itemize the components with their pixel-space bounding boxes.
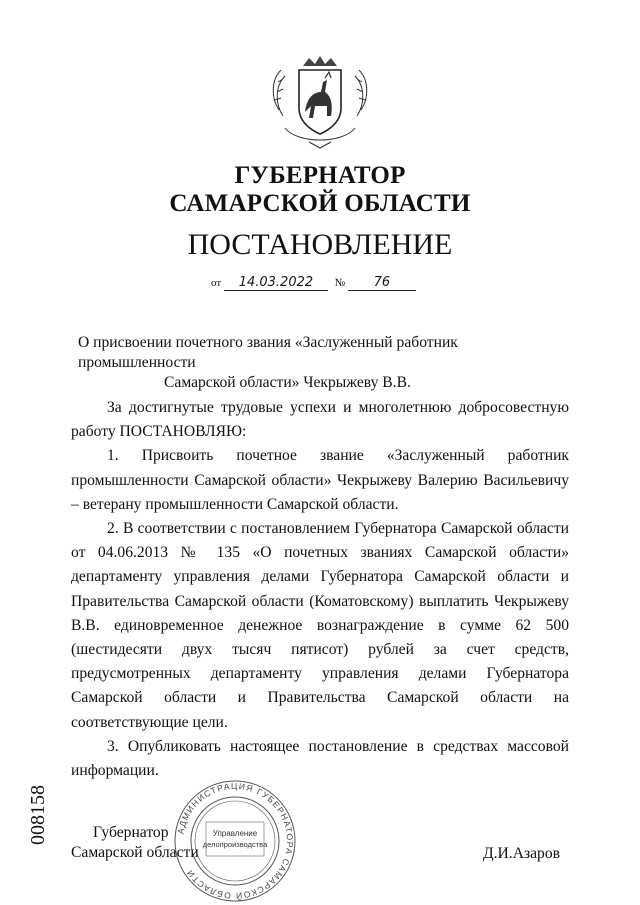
- document-type: ПОСТАНОВЛЕНИЕ: [187, 228, 453, 261]
- subject-line-1: О присвоении почетного звания «Заслуженный работник промышленности: [78, 334, 458, 371]
- document-body: [71, 396, 569, 783]
- date-prefix: от: [211, 277, 222, 289]
- signatory-name: Д.И.Азаров: [483, 845, 560, 862]
- registration-number: [22, 773, 52, 847]
- signatory-position-line-1: Губернатор: [93, 824, 169, 841]
- stamp-ring-text: АДМИНИСТРАЦИЯ ГУБЕРНАТОРА САМАРСКОЙ ОБЛАСТИ: [175, 780, 296, 902]
- handwritten-number: 76: [348, 276, 416, 291]
- item-3-paragraph: 3. Опубликовать настоящее постановление в средствах массовой информации.: [71, 737, 569, 780]
- item-2-paragraph: 2. В соответствии с постановлением Губернатора Самарской области от 04.06.2013 № 135 «О почетных званиях Самарской области» департаменту управления делами Губернатора Самарской области и Правительства Самарской области (Коматовскому) выплатить Чекрыжеву В.В. единовременное денежное вознаграждение в сумме 62 500 (шестидесяти двух тысяч пятисот) рублей за счет средств, предусмотренных департаменту управления делами Губернатора Самарской области и Правительства Самарской области на соответствующие цели.: [71, 520, 569, 731]
- issuer-title: ГУБЕРНАТОР: [234, 162, 406, 189]
- date-number-line: [211, 276, 416, 291]
- coat-of-arms-emblem: [265, 52, 375, 152]
- item-1-paragraph: 1. Присвоить почетное звание «Заслуженный работник промышленности Самарской области» Чекрыжеву Валерию Васильевичу – ветерану промышленности Самарской области.: [71, 447, 569, 513]
- number-prefix: №: [334, 277, 346, 289]
- registration-number-text: 008158: [27, 785, 49, 845]
- subject-line-2: Самарской области» Чекрыжеву В.В.: [164, 374, 411, 391]
- handwritten-date: 14.03.2022: [224, 276, 328, 291]
- signatory-position: [71, 823, 199, 863]
- stamp-inner-line-2: делопроизводства: [202, 840, 268, 849]
- signatory-position-line-2: Самарской области: [71, 844, 199, 861]
- issuer-region: САМАРСКОЙ ОБЛАСТИ: [169, 190, 471, 217]
- stamp-inner-line-1: Управление: [212, 829, 258, 838]
- document-subject: [78, 333, 578, 393]
- intro-paragraph: За достигнутые трудовые успехи и многолетнюю добросовестную работу ПОСТАНОВЛЯЮ:: [71, 399, 569, 441]
